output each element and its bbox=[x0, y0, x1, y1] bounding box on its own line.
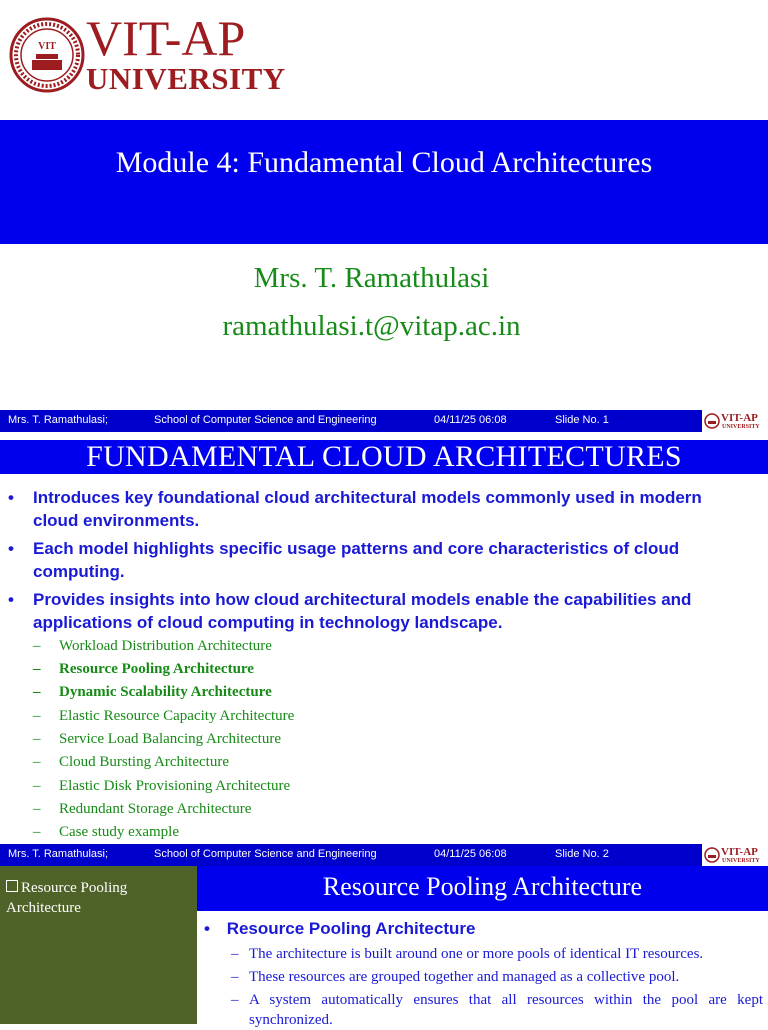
footer-logo bbox=[702, 844, 768, 866]
footer-datetime: 04/11/25 06:08 bbox=[434, 848, 507, 860]
slide-title: Resource Pooling Architecture bbox=[322, 872, 643, 901]
slide-footer bbox=[0, 844, 768, 866]
checkbox-icon bbox=[6, 880, 18, 892]
bullet-icon: • bbox=[8, 488, 14, 507]
sub-item: – These resources are grouped together and managed as a collective pool. bbox=[231, 969, 680, 985]
svg-text:VIT: VIT bbox=[38, 41, 56, 52]
bullet-item: • Resource Pooling Architecture bbox=[204, 919, 476, 938]
footer-author: Mrs. T. Ramathulasi; bbox=[8, 848, 109, 860]
footer-slide-number: Slide No. 1 bbox=[555, 414, 609, 426]
module-title: Module 4: Fundamental Cloud Architectures bbox=[115, 146, 653, 179]
side-panel-item: Resource Pooling Architecture bbox=[6, 880, 128, 916]
bullet-item: • Introduces key foundational cloud architectural models commonly used in modern cloud environments. bbox=[8, 488, 702, 530]
logo-subtitle: UNIVERSITY bbox=[86, 61, 286, 96]
author-email: ramathulasi.t@vitap.ac.in bbox=[222, 310, 521, 342]
slide-title: FUNDAMENTAL CLOUD ARCHITECTURES bbox=[86, 440, 682, 473]
svg-text:VIT-AP: VIT-AP bbox=[721, 846, 758, 858]
footer-logo bbox=[702, 410, 768, 432]
bullet-icon: • bbox=[204, 919, 210, 938]
footer-datetime: 04/11/25 06:08 bbox=[434, 414, 507, 426]
footer-slide-number: Slide No. 2 bbox=[555, 848, 609, 860]
svg-text:UNIVERSITY: UNIVERSITY bbox=[722, 858, 760, 864]
title-band bbox=[0, 120, 768, 244]
bullet-icon: • bbox=[8, 539, 14, 558]
sub-item: – A system automatically ensures that all resources within the pool are kept synchronized. bbox=[231, 992, 763, 1028]
university-seal-logo bbox=[8, 16, 86, 94]
bullet-icon: • bbox=[8, 590, 14, 609]
logo-wordmark: VIT-AP bbox=[86, 10, 246, 66]
author-name: Mrs. T. Ramathulasi bbox=[253, 262, 490, 294]
slide-footer bbox=[0, 410, 768, 432]
bullet-item: • Each model highlights specific usage patterns and core characteristics of cloud computing. bbox=[8, 539, 680, 581]
bullet-item: • Provides insights into how cloud architectural models enable the capabilities and applications of cloud computing in technology landscape. bbox=[8, 590, 692, 632]
footer-school: School of Computer Science and Engineering bbox=[154, 848, 377, 860]
svg-text:UNIVERSITY: UNIVERSITY bbox=[722, 424, 760, 430]
footer-author: Mrs. T. Ramathulasi; bbox=[8, 414, 109, 426]
sub-item: – The architecture is built around one or more pools of identical IT resources. bbox=[231, 946, 704, 962]
footer-school: School of Computer Science and Engineering bbox=[154, 414, 377, 426]
svg-text:VIT-AP: VIT-AP bbox=[721, 412, 758, 424]
